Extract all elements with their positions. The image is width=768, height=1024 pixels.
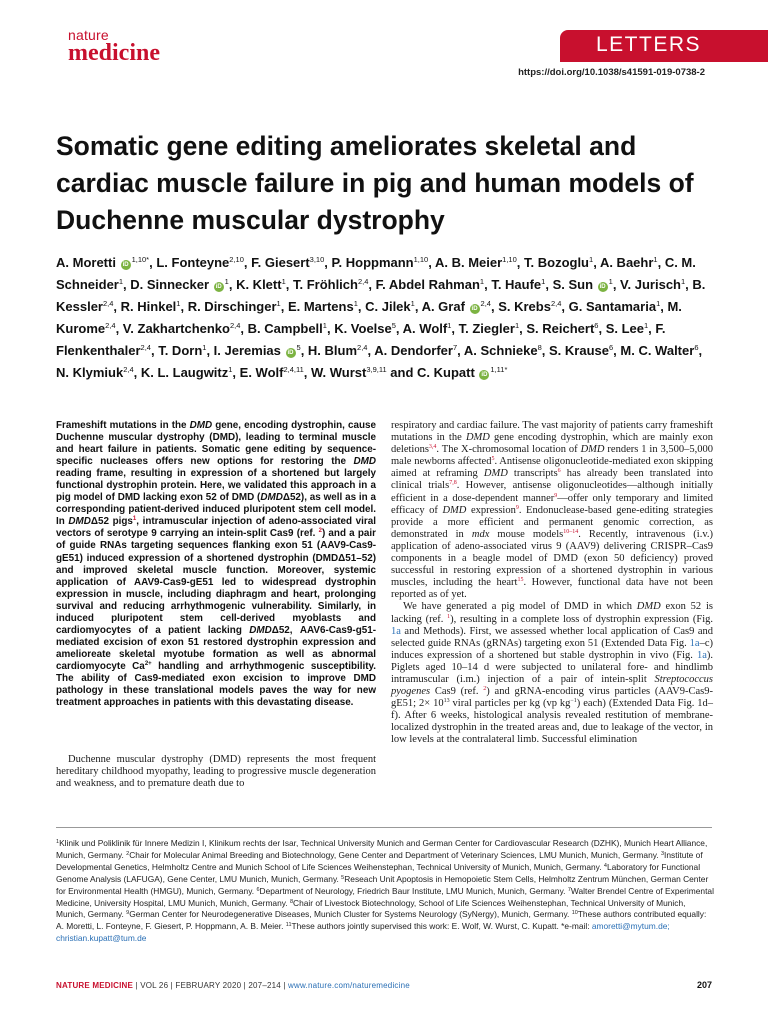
- author-name: M. Kurome: [56, 299, 682, 336]
- author-name: R. Dirschinger: [187, 299, 277, 314]
- author-name: V. Zakhartchenko: [122, 321, 230, 336]
- author-name: A. B. Meier: [434, 255, 503, 270]
- author-name: A. Schnieke: [463, 343, 538, 358]
- author-affiliation-sup: 1,11*: [490, 365, 508, 374]
- author-affiliation-sup: 1,10: [413, 255, 429, 264]
- author-affiliation-sup: 1: [118, 277, 124, 286]
- author-name: P. Hoppmann: [331, 255, 414, 270]
- author-name: K. Klett: [236, 277, 282, 292]
- author-affiliation-sup: 2,10: [229, 255, 244, 264]
- footer-issue: | VOL 26 | FEBRUARY 2020 | 207–214 |: [133, 981, 289, 990]
- author-name: H. Blum: [307, 343, 358, 358]
- author-name: T. Ziegler: [458, 321, 515, 336]
- author-affiliation-sup: 1: [176, 299, 181, 308]
- author-name: D. Sinnecker: [130, 277, 210, 292]
- author-name: A. Wolf: [402, 321, 448, 336]
- author-affiliation-sup: 2,4: [357, 343, 368, 352]
- body-paragraph-2: We have generated a pig model of DMD in which DMD exon 52 is lacking (ref. $^1$), resulting in a complete loss of dystrophin expression (Fig. 1a and Methods). First, we assessed whether local application of Cas9 and selected guide RNAs (gRNAs) targeting exon 51 (Extended Data Fig. 1a–c) induces expression of a shortened but stable dystrophin in vivo (Fig. 1a). Piglets aged 10–14 d were subjected to unilateral fore- and hindlimb intramuscular (i.m.) injection of a pair of intein-split Streptococcus pyogenes Cas9 (ref. $^2$) and gRNA-encoding virus particles (AAV9-Cas9-gE51; $2\times 10^{13}$ viral particles per kg (vp $kg^{-1}$) each) (Extended Data Fig. 1d–f). After 6 weeks, histological analysis revealed restitution of membrane-localized dystrophin in the treated areas and, due to leakage of the vector, in low levels at the contralateral limb. Successful elimination: [391, 601, 713, 746]
- author-name: L. Fonteyne: [156, 255, 230, 270]
- author-affiliation-sup: 1: [224, 277, 229, 286]
- author-name: T. Dorn: [158, 343, 203, 358]
- orcid-icon[interactable]: iD: [599, 284, 606, 290]
- author-affiliation-sup: 1: [589, 255, 594, 264]
- author-affiliation-sup: 6: [608, 343, 614, 352]
- author-name: A. Moretti: [56, 255, 116, 270]
- author-affiliation-sup: 1: [447, 321, 452, 330]
- author-affiliation-sup: 1: [202, 343, 207, 352]
- author-affiliation-sup: 2,4: [140, 343, 151, 352]
- author-name: R. Hinkel: [120, 299, 177, 314]
- author-name: T. Haufe: [491, 277, 542, 292]
- journal-logo[interactable]: [68, 28, 178, 80]
- author-affiliation-sup: 1: [228, 365, 233, 374]
- orcid-icon[interactable]: iD: [287, 350, 294, 356]
- author-affiliation-sup: 1,10*: [131, 255, 150, 264]
- author-affiliation-sup: 2,4: [229, 321, 241, 330]
- logo-line-nature: nature: [68, 27, 109, 43]
- logo-line-medicine: medicine: [68, 40, 160, 66]
- author-affiliation-sup: 1: [514, 321, 520, 330]
- author-name: A. Graf: [421, 299, 465, 314]
- author-name: E. Martens: [287, 299, 354, 314]
- body-paragraph-1: respiratory and cardiac failure. The vast majority of patients carry frameshift mutations in the DMD gene encoding dystrophin, which are mainly exon deletions$^{3,4}$. The X-chromosomal location of DMD renders 1 in 3,500–5,000 male newborns affected$^5$. Antisense oligonucleotide-mediated exon skipping aimed at reframing DMD transcripts$^6$ has already been translated into clinical trials$^{7,8}$. However, antisense oligonucleotides—although initially efficient in a dose-dependent manner$^9$—offer only temporary and limited efficacy of DMD expression$^9$. Endonuclease-based gene-editing strategies provide a more efficient and permanent genomic correction, as demonstrated in mdx mouse models$^{10-14}$. Recently, intravenous (i.v.) application of adeno-associated virus 9 (AAV9) delivering CRISPR–Cas9 components in a beagle model of DMD (exon 50 deficiency) proved successful in restoring expression of a shortened dystrophin in various muscles, including the heart$^{15}$. However, functional data have not been reported as of yet.: [391, 420, 714, 601]
- author-name: W. Wurst: [311, 365, 367, 380]
- footer-url[interactable]: www.nature.com/naturemedicine: [288, 981, 410, 990]
- affiliations: $^1$Klinik und Poliklinik für Innere Medizin I, Klinikum rechts der Isar, Technical University Munich and German Center for Cardiovascular Research (DZHK), Munich Heart Alliance, Munich, Germany. $^2$Chair for Molecular Animal Breeding and Biotechnology, Gene Center and Department of Veterinary Sciences, LMU Munich, Munich, Germany. $^3$Institute of Developmental Genetics, Helmholtz Centre and Munich School of Life Sciences Weihenstephan, Technical University of Munich, Munich, Germany. $^4$Laboratory for Functional Genome Analysis (LAFUGA), Gene Center, LMU Munich, Munich, Germany. $^5$Reseach Unit Apoptosis in Hemopoietic Stem Cells, Helmholtz Zentrum München, German Center for Environmental Health (HMGU), Munich, Germany. $^6$Department of Neurology, Friedrich Baur Institute, LMU Munich, Munich, Germany. $^7$Walter Brendel Centre of Experimental Medicine, University Hospital, LMU Munich, Munich, Germany. $^8$Chair of Livestock Biotechnology, School of Life Sciences Weihenstephan, Technical University of Munich, Munich, Germany. $^9$German Center for Neurodegenerative Diseases, Munich Cluster for Systems Neurology (SyNergy), Munich, Germany. $^{10}$These authors contributed equally: A. Moretti, L. Fonteyne, F. Giesert, P. Hoppmann, A. B. Meier. $^{11}$These authors jointly supervised this work: E. Wolf, W. Wurst, C. Kupatt. *e-mail: amoretti@mytum.de; christian.kupatt@tum.de: [56, 838, 714, 944]
- author-name: K. Voelse: [334, 321, 392, 336]
- author-name: S. Reichert: [526, 321, 595, 336]
- author-name: A. Dendorfer: [374, 343, 453, 358]
- author-affiliation-sup: 1: [541, 277, 546, 286]
- page-footer: [56, 981, 410, 990]
- author-name: F. Abdel Rahman: [375, 277, 480, 292]
- author-name: I. Jeremias: [213, 343, 281, 358]
- author-list: A. Moretti $iD^{1,10*}$, L. Fonteyne$^{2,10}$, F. Giesert$^{3,10}$, P. Hoppmann$^{1,10}$, A. B. Meier$^{1,10}$, T. Bozoglu$^1$, A. Baehr$^1$, C. M. Schneider$^1$, D. Sinnecker $iD^1$, K. Klett$^1$, T. Fröhlich$^{2,4}$, F. Abdel Rahman$^1$, T. Haufe$^1$, S. Sun $iD^1$, V. Jurisch$^1$, B. Kessler$^{2,4}$, R. Hinkel$^1$, R. Dirschinger$^1$, E. Martens$^1$, C. Jilek$^1$, A. Graf iD$^{2,4}$, S. Krebs$^{2,4}$, G. Santamaria$^1$, M. Kurome$^{2,4}$, V. Zakhartchenko$^{2,4}$, B. Campbell$^1$, K. Voelse$^5$, A. Wolf$^1$, T. Ziegler$^1$, S. Reichert$^6$, S. Lee$^1$, F. Flenkenthaler$^{2,4}$, T. Dorn$^1$, I. Jeremias $iD^5$, H. Blum$^{2,4}$, A. Dendorfer$^7$, A. Schnieke$^8$, S. Krause$^6$, M. C. Walter$^6$, N. Klymiuk$^{2,4}$, K. L. Laugwitz$^1$, E. Wolf$^{2,4,11}$, W. Wurst$^{3,9,11}$ and C. Kupatt $iD^{1,11*}$: [56, 255, 706, 380]
- author-name: K. L. Laugwitz: [140, 365, 229, 380]
- article-title: Somatic gene editing ameliorates skeletal and cardiac muscle failure in pig and human models of Duchenne muscular dystrophy: [56, 131, 694, 235]
- author-affiliation-sup: 2,4,11: [283, 365, 304, 374]
- author-affiliation-sup: 1: [608, 277, 613, 286]
- orcid-icon[interactable]: iD: [481, 372, 488, 378]
- author-name: G. Santamaria: [568, 299, 657, 314]
- author-name: F. Giesert: [251, 255, 310, 270]
- author-affiliation-sup: 3,10: [309, 255, 325, 264]
- orcid-icon[interactable]: iD: [122, 262, 129, 268]
- author-affiliation-sup: 2,4: [102, 299, 114, 308]
- author-affiliation-sup: 1: [644, 321, 649, 330]
- author-name: C. Kupatt: [417, 365, 475, 380]
- author-name: B. Campbell: [247, 321, 323, 336]
- author-affiliation-sup: 5: [296, 343, 301, 352]
- email-link[interactable]: amoretti@mytum.de; christian.kupatt@tum.de: [56, 921, 670, 944]
- author-affiliation-sup: 2,4: [480, 299, 491, 308]
- author-affiliation-sup: 2,4: [357, 277, 369, 286]
- author-affiliation-sup: 1,10: [502, 255, 517, 264]
- author-name: C. M. Schneider: [56, 255, 696, 292]
- author-affiliation-sup: 1: [353, 299, 358, 308]
- orcid-icon[interactable]: iD: [471, 306, 478, 312]
- author-affiliation-sup: 1: [276, 299, 281, 308]
- author-affiliation-sup: 2,4: [105, 321, 116, 330]
- author-affiliation-sup: 1: [281, 277, 286, 286]
- author-affiliation-sup: 1: [479, 277, 485, 286]
- author-affiliation-sup: 5: [391, 321, 396, 330]
- doi-link[interactable]: https://doi.org/10.1038/s41591-019-0738-2: [518, 67, 705, 78]
- author-name: A. Baehr: [599, 255, 654, 270]
- author-affiliation-sup: 1: [681, 277, 686, 286]
- author-affiliation-sup: 6: [694, 343, 699, 352]
- author-name: M. C. Walter: [620, 343, 695, 358]
- author-affiliation-sup: 2,4: [550, 299, 562, 308]
- author-name: T. Bozoglu: [524, 255, 590, 270]
- author-name: T. Fröhlich: [292, 277, 358, 292]
- author-name: S. Krebs: [498, 299, 551, 314]
- orcid-icon[interactable]: iD: [215, 284, 222, 290]
- body-right-column: [391, 420, 713, 747]
- author-affiliation-sup: 1: [410, 299, 415, 308]
- author-affiliation-sup: 3,9,11: [366, 365, 387, 374]
- author-name: F. Flenkenthaler: [56, 321, 666, 358]
- author-affiliation-sup: 2,4: [123, 365, 134, 374]
- author-affiliation-sup: 8: [537, 343, 542, 352]
- author-affiliation-sup: 6: [594, 321, 599, 330]
- intro-paragraph-left: Duchenne muscular dystrophy (DMD) represents the most frequent hereditary childhood myopathy, leading to progressive muscle degeneration and weakness, and to premature death due to: [56, 754, 376, 790]
- affiliation-divider: [56, 827, 712, 828]
- author-name: N. Klymiuk: [56, 365, 124, 380]
- author-name: S. Lee: [605, 321, 644, 336]
- page-number: 207: [696, 980, 712, 990]
- author-affiliation-sup: 1: [653, 255, 658, 264]
- section-label: LETTERS: [596, 33, 702, 56]
- author-name: B. Kessler: [56, 277, 706, 314]
- author-name: S. Sun: [552, 277, 594, 292]
- author-affiliation-sup: 7: [452, 343, 458, 352]
- footer-journal: NATURE MEDICINE: [56, 981, 134, 990]
- author-affiliation-sup: 1: [322, 321, 327, 330]
- author-affiliation-sup: 1: [656, 299, 661, 308]
- abstract: Frameshift mutations in the DMD gene, encoding dystrophin, cause Duchenne muscular dystrophy (DMD), leading to terminal muscle and heart failure in patients. Somatic gene editing by sequence-specific nucleases offers new options for restoring the DMD reading frame, resulting in expression of a shortened but largely functional dystrophin protein. Here, we validated this approach in a pig model of DMD lacking exon 52 of DMD (DMDΔ52), as well as in a corresponding patient-derived induced pluripotent stem cell model. In DMDΔ52 pigs$^1$, intramuscular injection of adeno-associated viral vectors of serotype 9 carrying an intein-split Cas9 (ref. $^2$) and a pair of guide RNAs targeting sequences flanking exon 51 (AAV9-Cas9-gE51) induced expression of a shortened dystrophin (DMDΔ51–52) and improved skeletal muscle function. Moreover, systemic application of AAV9-Cas9-gE51 led to widespread dystrophin expression in muscle, including diaphragm and heart, prolonging survival and reducing arrhythmogenic vulnerability. Similarly, in induced pluripotent stem cell-derived myoblasts and cardiomyocytes of a patient lacking DMDΔ52, AAV6-Cas9-g51-mediated excision of exon 51 restored dystrophin expression and amelioreate skeletal myotube formation as well as abnormal cardiomyocyte $Ca^{2+}$ handling and arrhythmogenic susceptibility. The ability of Cas9-mediated exon excision to improve DMD pathology in these translational models paves the way for new treatment approaches in patients with this devastating disease.: [56, 420, 377, 709]
- author-name: S. Krause: [549, 343, 609, 358]
- author-name: V. Jurisch: [620, 277, 681, 292]
- author-name: C. Jilek: [365, 299, 411, 314]
- author-name: E. Wolf: [239, 365, 284, 380]
